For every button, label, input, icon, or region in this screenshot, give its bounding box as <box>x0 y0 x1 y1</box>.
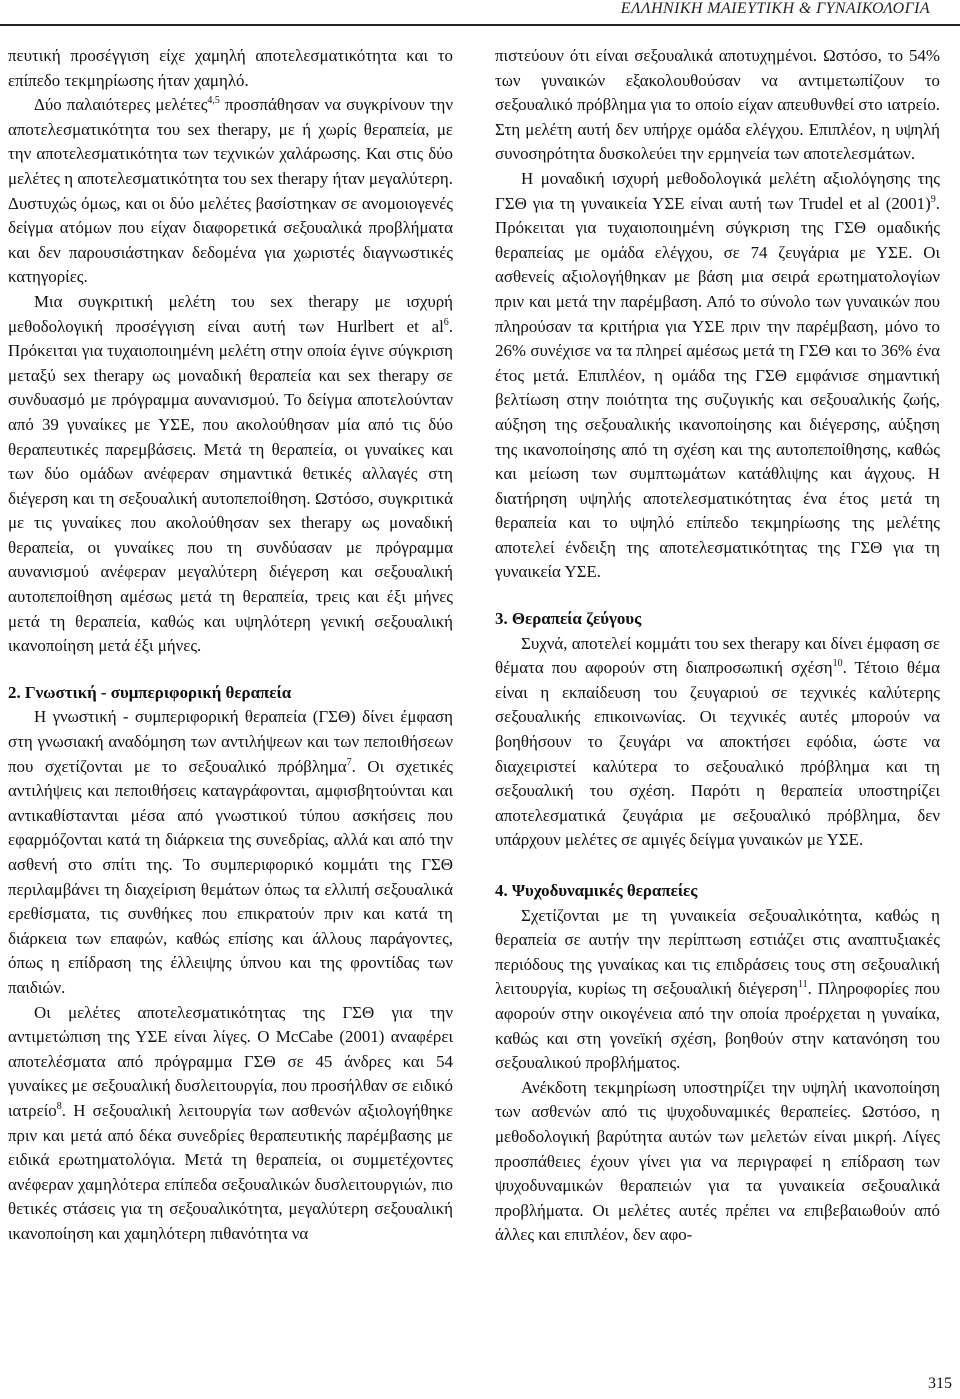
left-paragraph-3-text-b: . Πρόκειται για τυχαιοποιημένη μελέτη στην οποία έγινε σύγκριση μεταξύ sex therapy ως μοναδική θεραπεία και sex therapy σε συνδυασμό με πρόγραμμα αυνανισμού. Το δείγμα αποτελούνταν από 39 γυναίκες με ΥΣΕ, που ακολούθησαν μία από τις δύο θεραπευτικές παρεμβάσεις. Μετά τη θεραπεία, οι γυναίκες και των δύο ομάδων ανέφεραν σημαντικά θετικές αλλαγές στη διέγερση και τη σεξουαλική αυτοπεποίθηση. Ωστόσο, συγκριτικά με τις γυναίκες που ακολούθησαν sex therapy ως μοναδική θεραπεία, οι γυναίκες που τη συνδύασαν με πρόγραμμα αυνανισμού ανέφεραν μεγαλύτερη διέγερση και σεξουαλική αυτοπεποίθηση αμέσως μετά τη θεραπεία, τρεις και έξι μήνες μετά τη θεραπεία, καθώς και υψηλότερη γενική σεξουαλική ικανοποίηση μετά έξι μήνες. <box>8 316 453 656</box>
left-paragraph-5-text-b: . Η σεξουαλική λειτουργία των ασθενών αξιολογήθηκε πριν και μετά από δέκα συνεδρίες θεραπευτικής παρέμβασης με ειδικά ερωτηματολόγια. Μετά τη θεραπεία, οι συμμετέχοντες ανέφεραν χαμηλότερα επίπεδα σεξουαλικών δυσλειτουργιών, πιο θετικές στάσεις για τη σεξουαλικότητα, μεγαλύτερη σεξουαλική ικανοποίηση και χαμηλότερη πιθανότητα να <box>8 1100 453 1243</box>
left-paragraph-5 <box>8 1001 453 1247</box>
citation-ref: 6 <box>443 316 449 328</box>
right-paragraph-4 <box>495 904 940 1076</box>
citation-ref: 8 <box>56 1100 62 1112</box>
left-paragraph-3-text-a: Μια συγκριτική μελέτη του sex therapy με ισχυρή μεθοδολογική προσέγγιση είναι αυτή των Hurlbert et al <box>8 291 453 336</box>
citation-ref: 10 <box>832 658 843 670</box>
left-paragraph-4-text-a: Η γνωστική - συμπεριφορική θεραπεία (ΓΣΘ) δίνει έμφαση στη γνωσιακή αναδόμηση των αντιλήψεων και των πεποιθήσεων που σχετίζονται με το σεξουαλικό πρόβλημα <box>8 707 453 776</box>
section-heading-couple-therapy: 3. Θεραπεία ζεύγους <box>495 609 642 629</box>
right-column <box>495 44 940 1248</box>
citation-ref: 9 <box>930 193 936 205</box>
right-paragraph-4-text-b: . Πληροφορίες που αφορούν στην οικογένεια από την οποία προέρχεται η γυναίκα, καθώς και στη γονεϊκή σχέση, βοηθούν στην κατανόηση του σεξουαλικού προβλήματος. <box>495 979 940 1073</box>
right-paragraph-3 <box>495 632 940 853</box>
right-paragraph-5: Ανέκδοτη τεκμηρίωση υποστηρίζει την υψηλή ικανοποίηση των ασθενών από τις ψυχοδυναμικές θεραπείες. Ωστόσο, η μεθοδολογική βαρύτητα αυτών των μελετών είναι μικρή. Λίγες προσπάθειες έχουν γίνει για να περιγραφεί η επίδραση των ψυχοδυναμικών θεραπειών για τα γυναικεία σεξουαλικά προβλήματα. Οι μελέτες αυτές πρέπει να επιβεβαιωθούν από άλλες και επιπλέον, δεν αφο- <box>495 1077 940 1245</box>
left-paragraph-5-text-a: Οι μελέτες αποτελεσματικότητας της ΓΣΘ για την αντιμετώπιση της ΥΣΕ είναι λίγες. Ο McCabe (2001) αναφέρει αποτελέσματα από πρόγραμμα ΓΣΘ σε 45 άνδρες και 54 γυναίκες με σεξουαλική δυσλειτουργία, που προσήλθαν σε ειδικό ιατρείο <box>8 1002 453 1120</box>
right-paragraph-3-text-a: Συχνά, αποτελεί κομμάτι του sex therapy και δίνει έμφαση σε θέματα που αφορούν στη διαπροσωπική σχέση <box>495 633 940 678</box>
section-heading-psychodynamic: 4. Ψυχοδυναμικές θεραπείες <box>495 881 698 900</box>
section-heading-cbt: 2. Γνωστική - συμπεριφορική θεραπεία <box>8 682 292 702</box>
page-number: 315 <box>928 1375 952 1392</box>
left-paragraph-4-text-b: . Οι σχετικές αντιλήψεις και πεποιθήσεις καταγράφονται, αμφισβητούνται και αντικαθίστανται μέσα από γνωστικού τύπου ασκήσεις που εφαρμόζονται κατά τη διάρκεια της συνεδρίας, αλλά και από την ασθενή στο σπίτι της. Το συμπεριφορικό κομμάτι της ΓΣΘ περιλαμβάνει τη διαχείριση θεμάτων όπως τα ελλιπή σεξουαλικά ερεθίσματα, τις συνθήκες που επικρατούν πριν και κατά τη διάρκεια των επαφών, καθώς επίσης και άλλους παράγοντες, όπως η επίδραση της έλλειψης ύπνου και της φροντίδας των παιδιών. <box>8 756 453 997</box>
right-paragraph-4-text-a: Σχετίζονται με τη γυναικεία σεξουαλικότητα, καθώς η θεραπεία σε αυτήν την περίπτωση εστιάζει στις αναπτυξιακές περιόδους της γυναίκας και τις επιδράσεις τους στη σεξουαλική λειτουργία, κυρίως τη σεξουαλική διέγερση <box>495 905 940 999</box>
left-paragraph-3 <box>8 290 453 659</box>
right-paragraph-2-text-b: . Πρόκειται για τυχαιοποιημένη σύγκριση της ΓΣΘ ομαδικής θεραπείας με ομάδα ελέγχου, σε 74 ζευγάρια με ΥΣΕ. Οι ασθενείς αξιολογήθηκαν με βάση μια σειρά ερωτηματολογίων πριν και μετά την παρέμβαση. Από το σύνολο των γυναικών που πληρούσαν τα κριτήρια για ΥΣΕ πριν την παρέμβαση, μόνο το 26% συνέχισε να τα πληρεί αμέσως μετά τη ΓΣΘ και το 36% ένα έτος μετά. Επιπλέον, η ομάδα της ΓΣΘ εμφάνισε σημαντική βελτίωση στην ποιότητα της συζυγικής και σεξουαλικής ζωής, αύξηση της σεξουαλικής ικανοποίησης και διέγερσης, αύξηση της ικανοποίησης από τη σχέση και της αυτοπεποίθησης, καθώς και μείωση των συμπτωμάτων κατάθλιψης και άγχους. Η διατήρηση υψηλής αποτελεσματικότητας ένα έτος μετά τη θεραπεία και το υψηλό επίπεδο τεκμηρίωσης της μελέτης αποτελεί ένδειξη της αποτελεσματικότητας της ΓΣΘ για τη γυναικεία ΥΣΕ. <box>495 193 940 582</box>
left-paragraph-2-text-a: Δύο παλαιότερες μελέτες <box>34 95 208 115</box>
header-rule <box>0 24 960 26</box>
right-paragraph-3-text-b: . Τέτοιο θέμα είναι η εκπαίδευση του ζευγαριού σε τεχνικές καλύτερης σεξουαλικής επικοινωνίας. Οι τεχνικές αυτές μπορούν να βοηθήσουν το ζευγάρι να αποκτήσει εφόδια, ώστε να διαχειριστεί καλύτερα το σεξουαλικό πρόβλημα και τη σεξουαλική του σχέση. Παρότι η θεραπεία υποστηρίζει αποτελεσματικά ζευγάρια με σεξουαλικό πρόβλημα, δεν υπάρχουν μελέτες σε αμιγές δείγμα γυναικών με ΥΣΕ. <box>495 658 941 850</box>
left-paragraph-2 <box>8 93 453 290</box>
left-paragraph-4 <box>8 705 453 1000</box>
right-paragraph-2-text-a: Η μοναδική ισχυρή μεθοδολογικά μελέτη αξιολόγησης της ΓΣΘ για τη γυναικεία ΥΣΕ είναι αυτή των Trudel et al (2001) <box>495 168 940 213</box>
citation-ref: 4,5 <box>207 95 220 107</box>
right-paragraph-1: πιστεύουν ότι είναι σεξουαλικά αποτυχημένοι. Ωστόσο, το 54% των γυναικών εξακολουθούσαν να αντιμετωπίζουν το σεξουαλικό πρόβλημα για το οποίο είχαν απευθυνθεί στο ιατρείο. Στη μελέτη αυτή δεν υπήρχε ομάδα ελέγχου. Επιπλέον, η υψηλή συνοσηρότητα δυσκολεύει την ερμηνεία των αποτελεσμάτων. <box>495 46 940 164</box>
citation-ref: 11 <box>797 979 808 991</box>
left-column <box>8 44 453 1247</box>
running-header-journal-title: ΕΛΛΗΝΙΚΗ ΜΑΙΕΥΤΙΚΗ & ΓΥΝΑΙΚΟΛΟΓΙΑ <box>620 0 930 17</box>
citation-ref: 7 <box>346 756 352 768</box>
right-paragraph-2 <box>495 167 940 585</box>
left-paragraph-2-text-b: προσπάθησαν να συγκρίνουν την αποτελεσματικότητα του sex therapy, με ή χωρίς θεραπεία, με την αποτελεσματικότητα των τεχνικών χαλάρωσης. Και στις δύο μελέτες η αποτελεσματικότητα του sex therapy ήταν μεγαλύτερη. Δυστυχώς όμως, και οι δύο μελέτες βασίστηκαν σε ανομοιογενές δείγμα ατόμων που είχαν διαφορετικά σεξουαλικά προβλήματα και δεν παρουσιάστηκαν δεδομένα για χωριστές διαγνωστικές κατηγορίες. <box>8 95 453 287</box>
left-paragraph-1: πευτική προσέγγιση είχε χαμηλή αποτελεσματικότητα και το επίπεδο τεκμηρίωσης ήταν χαμηλό. <box>8 46 453 90</box>
